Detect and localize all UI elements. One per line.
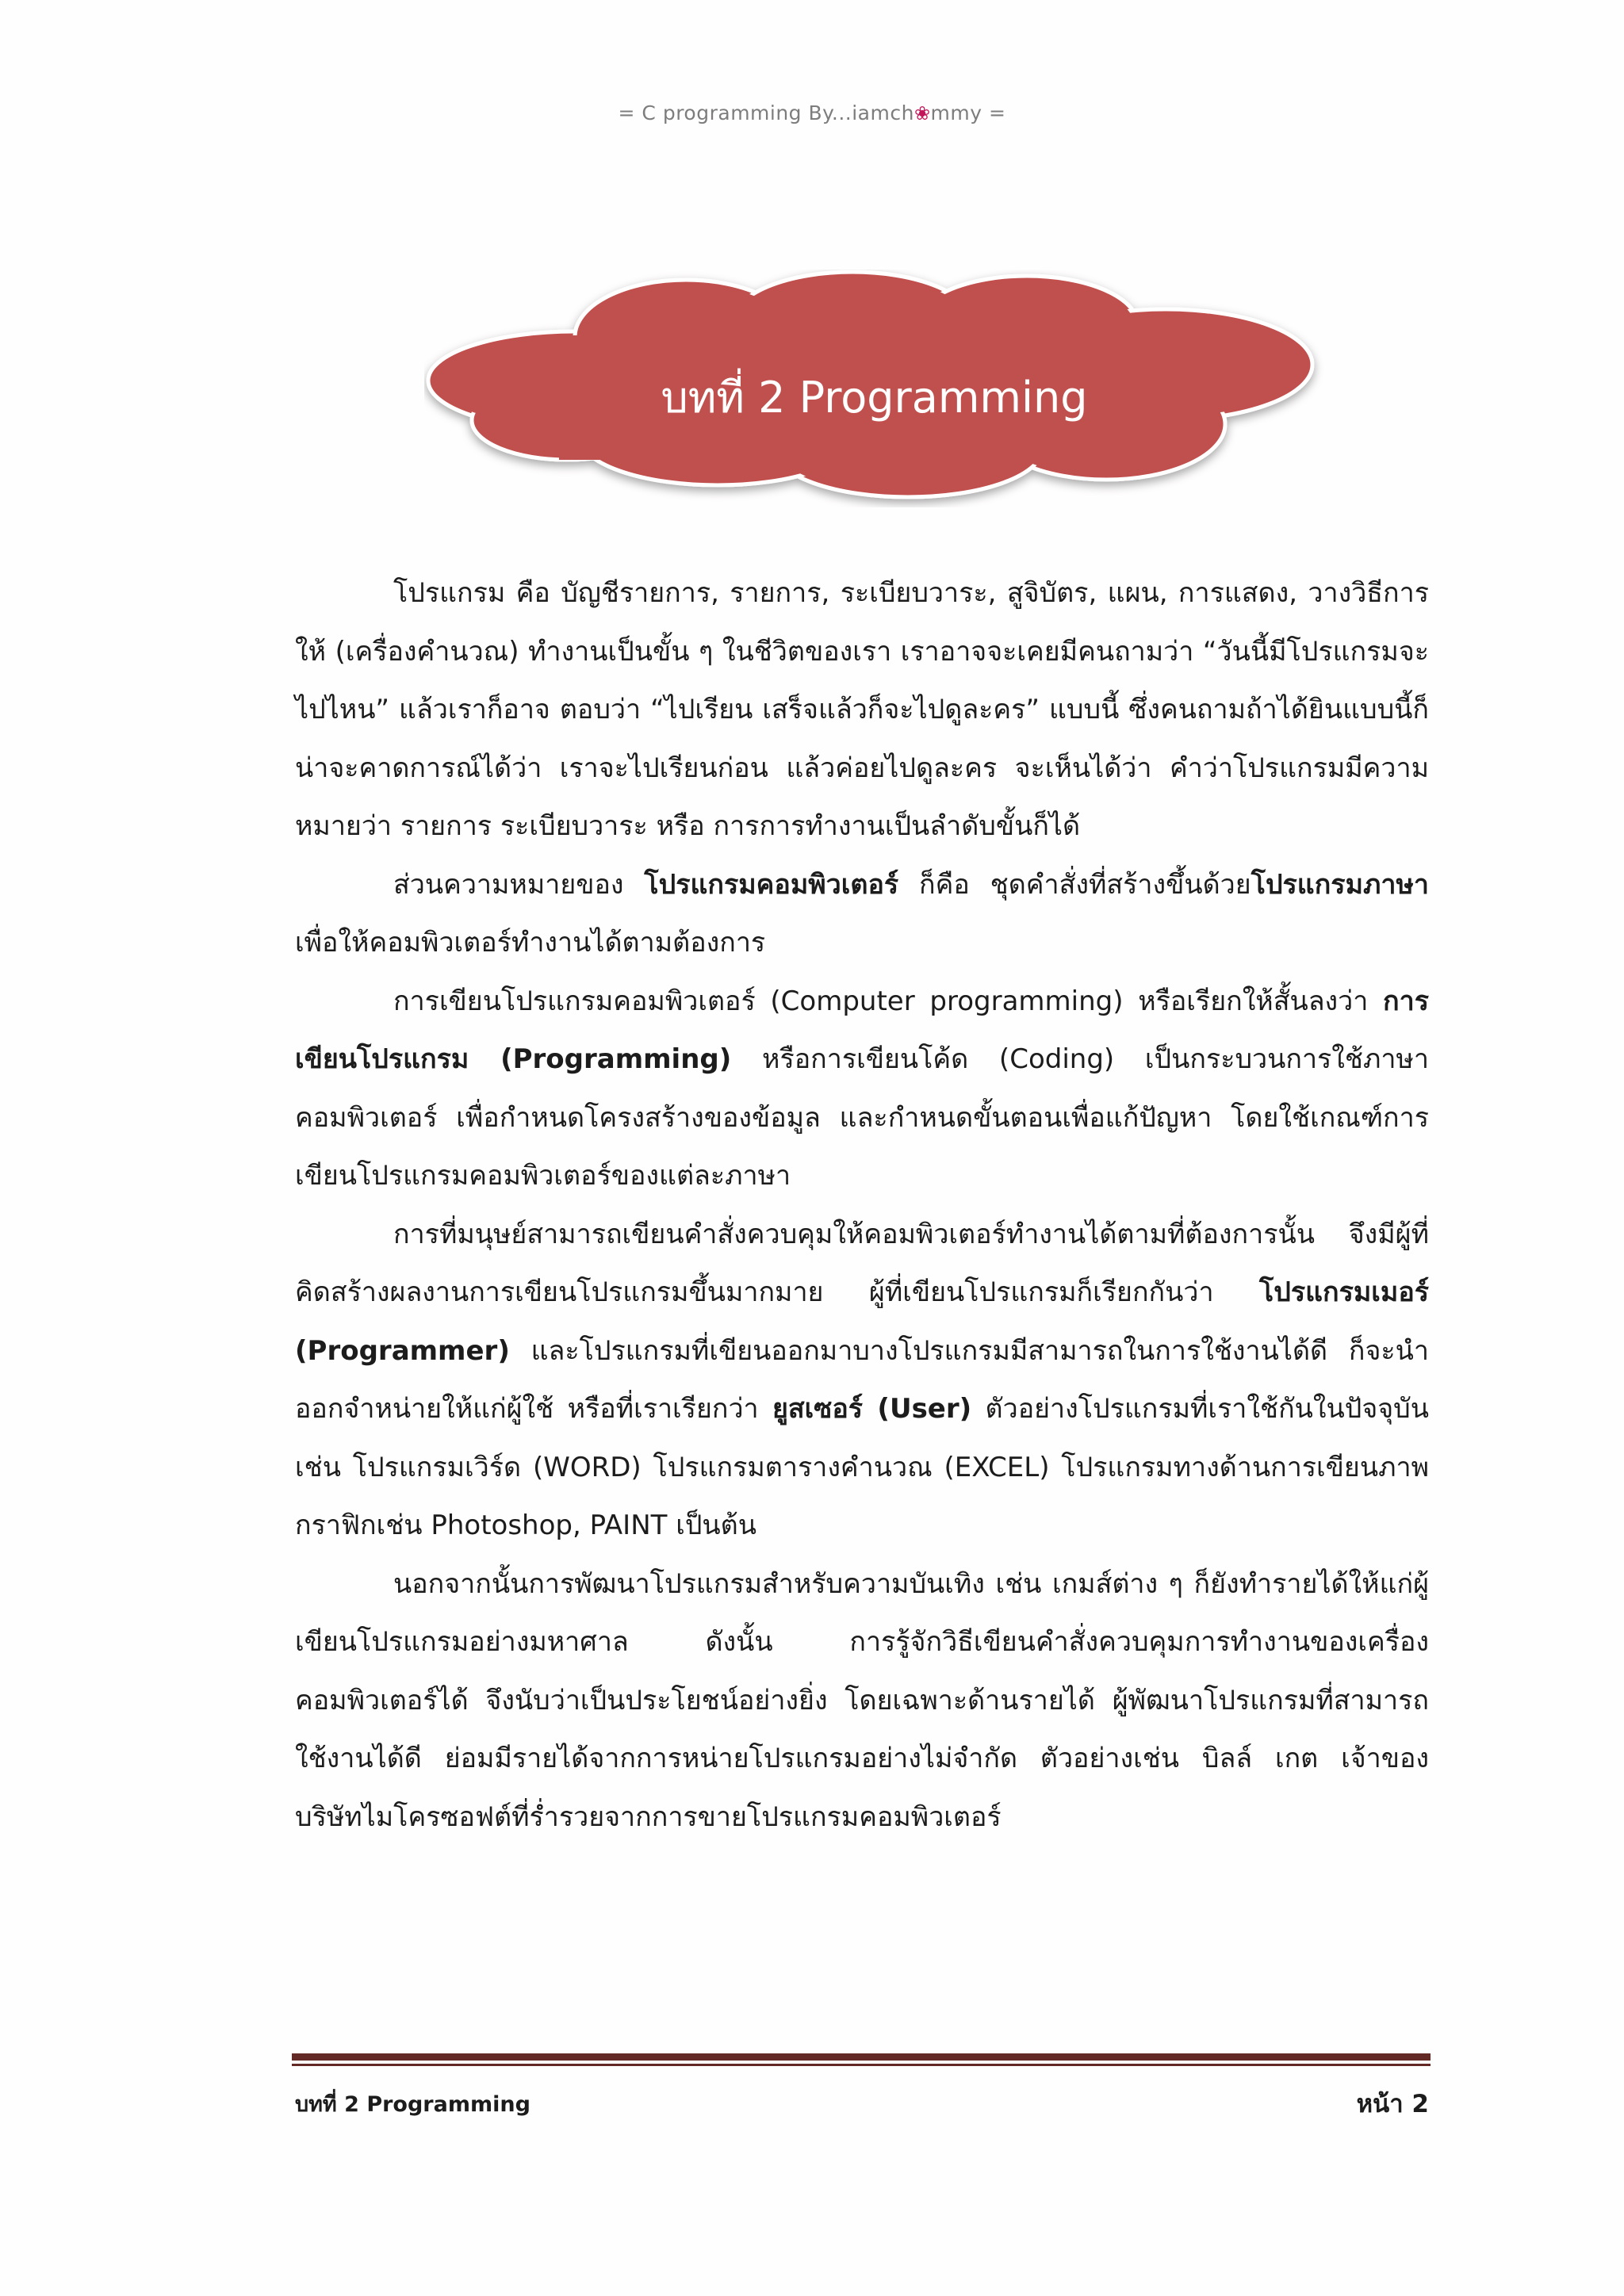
p2-text-e: เพื่อให้คอมพิวเตอร์ทำงานได้ตามต้องการ: [295, 927, 766, 959]
p2-bold-program-language: โปรแกรมภาษา: [1251, 868, 1429, 901]
p3-bold-programming: การเขียนโปรแกรม (Programming): [295, 985, 1429, 1075]
paragraph-1-text: โปรแกรม คือ บัญชีรายการ, รายการ, ระเบียบวาระ, สูจิบัตร, แผน, การแสดง, วางวิธีการให้ (เครื่องคำนวณ) ทำงานเป็นขั้น ๆ ในชีวิตของเรา เราอาจจะเคยมีคนถามว่า “วันนี้มีโปรแกรมจะไปไหน” แล้วเราก็อาจ ตอบว่า “ไปเรียน เสร็จแล้วก็จะไปดูละคร” แบบนี้ ซึ่งคนถามถ้าได้ยินแบบนี้ก็น่าจะคาดการณ์ได้ว่า เราจะไปเรียนก่อน แล้วค่อยไปดูละคร จะเห็นได้ว่า คำว่าโปรแกรมมีความหมายว่า รายการ ระเบียบวาระ หรือ การการทำงานเป็นลำดับขั้นก็ได้: [295, 577, 1429, 842]
p2-text-c: ก็คือ ชุดคำสั่งที่สร้างขึ้นด้วย: [898, 868, 1251, 901]
paragraph-3: [295, 973, 1429, 1206]
p4-bold-programmer: โปรแกรมเมอร์ (Programmer): [295, 1276, 1429, 1367]
p4-text-e: ตัวอย่างโปรแกรมที่เราใช้กันในปัจจุบัน เช่น โปรแกรมเวิร์ด (WORD) โปรแกรมตารางคำนวณ (EXCEL) โปรแกรมทางด้านการเขียนภาพกราฟิกเช่น Photoshop, PAINT เป็นต้น: [295, 1393, 1429, 1541]
paragraph-5: [295, 1556, 1429, 1847]
paragraph-4: [295, 1206, 1429, 1556]
page-header: [0, 101, 1624, 124]
header-text-before: = C programming By...iamch: [618, 101, 914, 124]
flower-icon: ❀: [914, 102, 931, 124]
paragraph-1: [295, 564, 1429, 856]
chapter-title: บทที่ 2 Programming: [661, 373, 1088, 423]
p4-text-c: และโปรแกรมที่เขียนออกมาบางโปรแกรมมีสามารถในการใช้งานได้ดี ก็จะนำออกจำหน่ายให้แก่ผู้ใช้ หรือที่เราเรียกว่า: [295, 1334, 1429, 1425]
footer-divider-thin: [292, 2064, 1431, 2066]
chapter-title-cloud: [424, 270, 1324, 507]
p3-text-a: การเขียนโปรแกรมคอมพิวเตอร์ (Computer programming) หรือเรียกให้สั้นลงว่า: [393, 985, 1384, 1017]
paragraph-2: [295, 856, 1429, 973]
p2-text-a: ส่วนความหมายของ: [393, 868, 645, 901]
p3-text-c: หรือการเขียนโค้ด (Coding) เป็นกระบวนการใช้ภาษาคอมพิวเตอร์ เพื่อกำหนดโครงสร้างของข้อมูล และกำหนดขั้นตอนเพื่อแก้ปัญหา โดยใช้เกณฑ์การเขียนโปรแกรมคอมพิวเตอร์ของแต่ละภาษา: [295, 1043, 1429, 1192]
header-text-after: mmy =: [930, 101, 1006, 124]
p2-bold-computer-program: โปรแกรมคอมพิวเตอร์: [644, 868, 899, 901]
footer-page-number: หน้า 2: [1356, 2090, 1429, 2118]
body-content: [295, 564, 1429, 1846]
footer-chapter-label: บทที่ 2 Programming: [295, 2092, 530, 2117]
paragraph-5-text: นอกจากนั้นการพัฒนาโปรแกรมสำหรับความบันเทิง เช่น เกมส์ต่าง ๆ ก็ยังทำรายได้ให้แก่ผู้เขียนโปรแกรมอย่างมหาศาล ดังนั้น การรู้จักวิธีเขียนคำสั่งควบคุมการทำงานของเครื่องคอมพิวเตอร์ได้ จึงนับว่าเป็นประโยชน์อย่างยิ่ง โดยเฉพาะด้านรายได้ ผู้พัฒนาโปรแกรมที่สามารถใช้งานได้ดี ย่อมมีรายได้จากการหน่ายโปรแกรมอย่างไม่จำกัด ตัวอย่างเช่น บิลล์ เกต เจ้าของ บริษัทไมโครซอฟต์ที่ร่ำรวยจากการขายโปรแกรมคอมพิวเตอร์: [295, 1567, 1429, 1833]
footer-divider-thick: [292, 2053, 1431, 2061]
p4-text-a: การที่มนุษย์สามารถเขียนคำสั่งควบคุมให้คอมพิวเตอร์ทำงานได้ตามที่ต้องการนั้น จึงมีผู้ที่คิดสร้างผลงานการเขียนโปรแกรมขึ้นมากมาย ผู้ที่เขียนโปรแกรมก็เรียกกันว่า: [295, 1218, 1429, 1308]
p4-bold-user: ยูสเซอร์ (User): [772, 1393, 972, 1425]
